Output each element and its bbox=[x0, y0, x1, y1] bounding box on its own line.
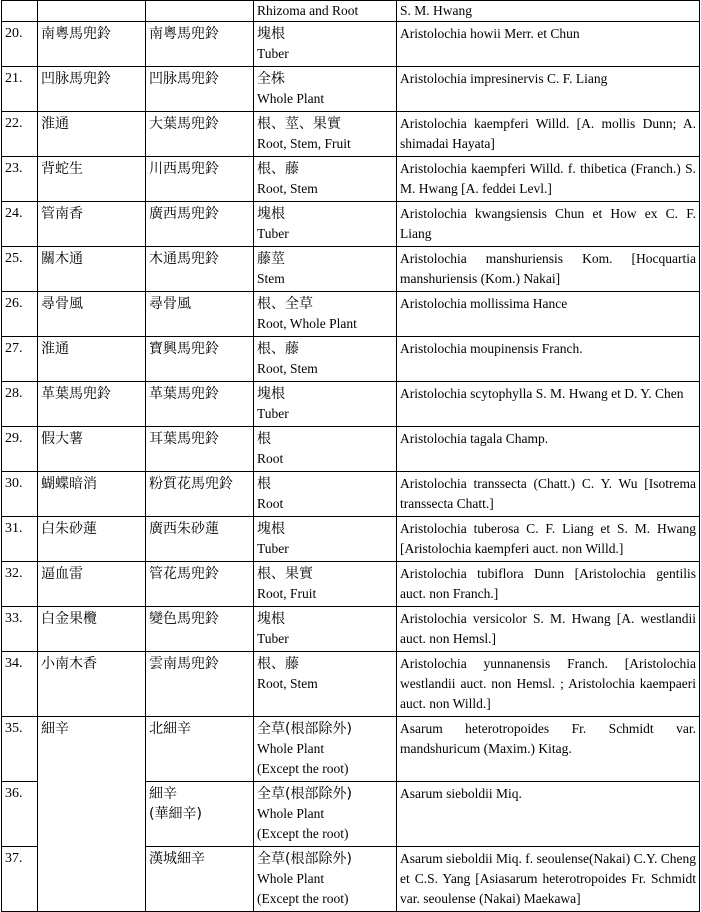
species-chinese-name: 川西馬兜鈴 bbox=[146, 157, 254, 202]
herb-name: 關木通 bbox=[38, 247, 146, 292]
part-used-english: Stem bbox=[257, 271, 285, 286]
part-used-chinese: 根、藤 bbox=[257, 161, 299, 177]
part-used-chinese: 塊根 bbox=[257, 26, 285, 42]
scientific-name: Asarum heterotropoides Fr. Schmidt var. mandshuricum (Maxim.) Kitag. bbox=[397, 717, 700, 782]
herb-name: 細辛 bbox=[38, 717, 146, 912]
species-chinese-name: 雲南馬兜鈴 bbox=[146, 652, 254, 717]
species-chinese-name-primary: 北細辛 bbox=[149, 721, 191, 737]
row-number: 36. bbox=[2, 782, 38, 847]
part-used-chinese: 塊根 bbox=[257, 206, 285, 222]
part-used-english: Whole Plant bbox=[257, 91, 325, 106]
species-chinese-name bbox=[146, 847, 254, 912]
table-row bbox=[2, 67, 700, 112]
herb-name: 逼血雷 bbox=[38, 562, 146, 607]
herb-name: 白金果欖 bbox=[38, 607, 146, 652]
herb-name: 尋骨風 bbox=[38, 292, 146, 337]
table-row bbox=[2, 607, 700, 652]
species-chinese-name: 大葉馬兜鈴 bbox=[146, 112, 254, 157]
scientific-name: Aristolochia versicolor S. M. Hwang [A. westlandii auct. non Hemsl.] bbox=[397, 607, 700, 652]
part-used-chinese: 塊根 bbox=[257, 611, 285, 627]
herb-name: 背蛇生 bbox=[38, 157, 146, 202]
row-number: 26. bbox=[2, 292, 38, 337]
scientific-name: Aristolochia moupinensis Franch. bbox=[397, 337, 700, 382]
part-used-chinese: 根、全草 bbox=[257, 296, 313, 312]
part-used-chinese: 全草(根部除外) bbox=[257, 786, 352, 802]
part-used-chinese: 根、果實 bbox=[257, 566, 313, 582]
species-chinese-name: 耳葉馬兜鈴 bbox=[146, 427, 254, 472]
part-used-chinese: 塊根 bbox=[257, 521, 285, 537]
herb-name: 蝴蝶暗消 bbox=[38, 472, 146, 517]
species-chinese-name-alt: (華細辛) bbox=[149, 806, 202, 822]
part-used-chinese: 全草(根部除外) bbox=[257, 851, 352, 867]
species-chinese-name: 粉質花馬兜鈴 bbox=[146, 472, 254, 517]
row-number: 27. bbox=[2, 337, 38, 382]
table-row bbox=[2, 427, 700, 472]
species-chinese-name bbox=[146, 717, 254, 782]
scientific-name: Aristolochia yunnanensis Franch. [Aristolochia westlandii auct. non Hemsl. ; Aristolochia kaempaeri auct. non Willd.] bbox=[397, 652, 700, 717]
table-row bbox=[2, 382, 700, 427]
row-number: 23. bbox=[2, 157, 38, 202]
part-used bbox=[254, 652, 397, 717]
herb-name: 假大薯 bbox=[38, 427, 146, 472]
table-row bbox=[2, 292, 700, 337]
table-row bbox=[2, 472, 700, 517]
part-used bbox=[254, 67, 397, 112]
part-used bbox=[254, 202, 397, 247]
part-used bbox=[254, 157, 397, 202]
part-used-note: (Except the root) bbox=[257, 826, 349, 841]
table-row bbox=[2, 202, 700, 247]
row-number: 20. bbox=[2, 22, 38, 67]
part-used-english: Root bbox=[257, 496, 284, 511]
herb-name: 管南香 bbox=[38, 202, 146, 247]
row-number: 21. bbox=[2, 67, 38, 112]
part-used bbox=[254, 517, 397, 562]
row-number: 25. bbox=[2, 247, 38, 292]
scientific-name: Aristolochia transsecta (Chatt.) C. Y. Wu [Isotrema transsecta Chatt.] bbox=[397, 472, 700, 517]
herb-table bbox=[1, 0, 700, 912]
part-used bbox=[254, 472, 397, 517]
part-used-chinese: 藤莖 bbox=[257, 251, 285, 267]
scientific-name: Aristolochia tagala Champ. bbox=[397, 427, 700, 472]
table-row bbox=[2, 112, 700, 157]
part-used-chinese: 根、莖、果實 bbox=[257, 116, 341, 132]
scientific-name: Aristolochia impresinervis C. F. Liang bbox=[397, 67, 700, 112]
species-chinese-name: 廣西朱砂蓮 bbox=[146, 517, 254, 562]
part-used-note: (Except the root) bbox=[257, 761, 349, 776]
part-used-english: Whole Plant bbox=[257, 806, 325, 821]
species-chinese-name: 革葉馬兜鈴 bbox=[146, 382, 254, 427]
species-chinese-name: 管花馬兜鈴 bbox=[146, 562, 254, 607]
scientific-name: Aristolochia manshuriensis Kom. [Hocquartia manshuriensis (Kom.) Nakai] bbox=[397, 247, 700, 292]
part-used-english: Tuber bbox=[257, 46, 289, 61]
part-used-english: Root, Fruit bbox=[257, 586, 317, 601]
species-chinese-name: 變色馬兜鈴 bbox=[146, 607, 254, 652]
herb-name: 淮通 bbox=[38, 112, 146, 157]
scientific-name: Aristolochia mollissima Hance bbox=[397, 292, 700, 337]
scientific-name: Aristolochia kwangsiensis Chun et How ex C. F. Liang bbox=[397, 202, 700, 247]
scientific-name: S. M. Hwang bbox=[397, 1, 700, 22]
part-used: Rhizoma and Root bbox=[254, 1, 397, 22]
row-number: 32. bbox=[2, 562, 38, 607]
part-used bbox=[254, 337, 397, 382]
part-used-chinese: 全株 bbox=[257, 71, 285, 87]
part-used-note: (Except the root) bbox=[257, 891, 349, 906]
part-used bbox=[254, 847, 397, 912]
species-chinese-name bbox=[146, 782, 254, 847]
part-used-english: Whole Plant bbox=[257, 741, 325, 756]
part-used-chinese: 根 bbox=[257, 431, 271, 447]
part-used-english: Tuber bbox=[257, 631, 289, 646]
scientific-name: Aristolochia howii Merr. et Chun bbox=[397, 22, 700, 67]
part-used-english: Root, Stem, Fruit bbox=[257, 136, 351, 151]
species-chinese-name-primary: 漢城細辛 bbox=[149, 851, 205, 867]
part-used-english: Tuber bbox=[257, 541, 289, 556]
part-used bbox=[254, 782, 397, 847]
herb-name: 凹脉馬兜鈴 bbox=[38, 67, 146, 112]
part-used-english: Root, Stem bbox=[257, 361, 318, 376]
part-used bbox=[254, 562, 397, 607]
herb-name: 淮通 bbox=[38, 337, 146, 382]
part-used-english: Tuber bbox=[257, 406, 289, 421]
part-used bbox=[254, 607, 397, 652]
part-used bbox=[254, 382, 397, 427]
part-used-english: Tuber bbox=[257, 226, 289, 241]
species-chinese-name: 廣西馬兜鈴 bbox=[146, 202, 254, 247]
row-number: 22. bbox=[2, 112, 38, 157]
row-number: 29. bbox=[2, 427, 38, 472]
part-used bbox=[254, 292, 397, 337]
table-row bbox=[2, 157, 700, 202]
scientific-name: Aristolochia tubiflora Dunn [Aristolochia gentilis auct. non Franch.] bbox=[397, 562, 700, 607]
row-number: 30. bbox=[2, 472, 38, 517]
row-number: 28. bbox=[2, 382, 38, 427]
table-row bbox=[2, 717, 700, 782]
part-used-english: Root, Whole Plant bbox=[257, 316, 357, 331]
herb-name: 白朱砂蓮 bbox=[38, 517, 146, 562]
table-row bbox=[2, 22, 700, 67]
row-number: 34. bbox=[2, 652, 38, 717]
table-row bbox=[2, 517, 700, 562]
row-number: 35. bbox=[2, 717, 38, 782]
part-used-chinese: 根、藤 bbox=[257, 656, 299, 672]
species-chinese-name: 尋骨風 bbox=[146, 292, 254, 337]
species-chinese-name: 凹脉馬兜鈴 bbox=[146, 67, 254, 112]
scientific-name: Aristolochia scytophylla S. M. Hwang et D. Y. Chen bbox=[397, 382, 700, 427]
part-used-english: Whole Plant bbox=[257, 871, 325, 886]
part-used-english: Root, Stem bbox=[257, 181, 318, 196]
table-row bbox=[2, 1, 700, 22]
part-used bbox=[254, 247, 397, 292]
row-number: 33. bbox=[2, 607, 38, 652]
table-row bbox=[2, 337, 700, 382]
species-chinese-name: 南粵馬兜鈴 bbox=[146, 22, 254, 67]
part-used-chinese: 全草(根部除外) bbox=[257, 721, 352, 737]
part-used bbox=[254, 717, 397, 782]
herb-name: 南粵馬兜鈴 bbox=[38, 22, 146, 67]
species-chinese-name-primary: 細辛 bbox=[149, 786, 177, 802]
part-used-chinese: 根 bbox=[257, 476, 271, 492]
species-chinese-name: 寶興馬兜鈴 bbox=[146, 337, 254, 382]
row-number: 37. bbox=[2, 847, 38, 912]
scientific-name: Asarum sieboldii Miq. f. seoulense(Nakai) C.Y. Cheng et C.S. Yang [Asiasarum heterotropoides Fr. Schmidt var. seoulense (Nakai) Maekawa] bbox=[397, 847, 700, 912]
part-used-chinese: 根、藤 bbox=[257, 341, 299, 357]
scientific-name: Aristolochia kaempferi Willd. f. thibetica (Franch.) S. M. Hwang [A. feddei Levl.] bbox=[397, 157, 700, 202]
part-used-english: Root, Stem bbox=[257, 676, 318, 691]
table-row bbox=[2, 652, 700, 717]
scientific-name: Aristolochia kaempferi Willd. [A. mollis Dunn; A. shimadai Hayata] bbox=[397, 112, 700, 157]
table-row bbox=[2, 247, 700, 292]
part-used bbox=[254, 22, 397, 67]
row-number: 31. bbox=[2, 517, 38, 562]
scientific-name: Aristolochia tuberosa C. F. Liang et S. M. Hwang [Aristolochia kaempferi auct. non Willd.] bbox=[397, 517, 700, 562]
part-used bbox=[254, 112, 397, 157]
table-row bbox=[2, 562, 700, 607]
species-chinese-name: 木通馬兜鈴 bbox=[146, 247, 254, 292]
herb-name: 革葉馬兜鈴 bbox=[38, 382, 146, 427]
row-number: 24. bbox=[2, 202, 38, 247]
herb-name: 小南木香 bbox=[38, 652, 146, 717]
part-used-chinese: 塊根 bbox=[257, 386, 285, 402]
scientific-name: Asarum sieboldii Miq. bbox=[397, 782, 700, 847]
part-used bbox=[254, 427, 397, 472]
part-used-english: Root bbox=[257, 451, 284, 466]
